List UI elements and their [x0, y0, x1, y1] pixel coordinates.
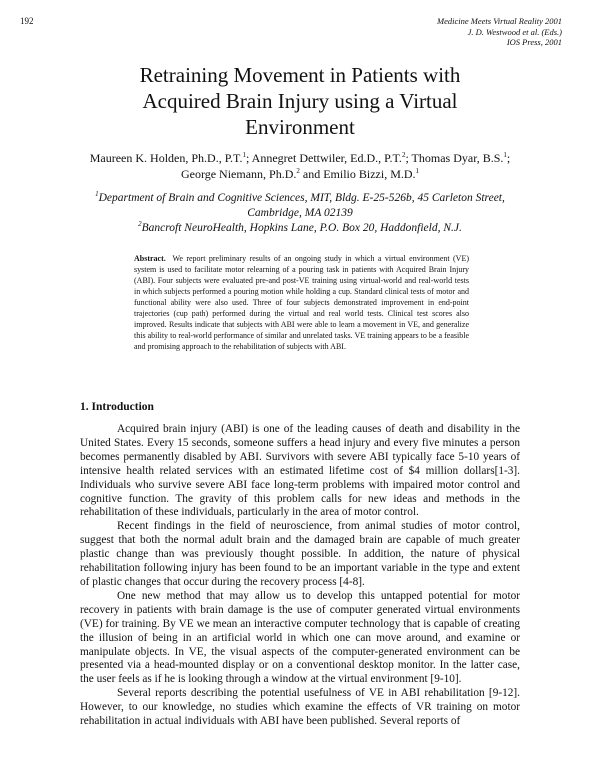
running-header-line: IOS Press, 2001 [506, 37, 562, 47]
author-name: ; Thomas Dyar, B.S. [405, 151, 504, 165]
page-number: 192 [20, 16, 34, 26]
paragraph: One new method that may allow us to develop this untapped potential for motor recovery in patients with brain damage is the use of computer generated virtual environments (VE) for training. By VE we mean an interactive computer technology that is capable of creating the illusion of being in an artificial world in which one can move around, and examine or manipulate objects. In VE, the visual aspects of the computer-generated environment can be presented via a head-mounted display or on a conventional desktop monitor. In the latter case, the user feels as if he is looking through a window at the virtual environment [9-10]. [80, 589, 520, 686]
affiliation-mark: 1 [95, 190, 99, 199]
abstract-label: Abstract. [134, 254, 166, 263]
author-affiliation-mark: 2 [296, 167, 300, 175]
affiliation-mark: 2 [138, 220, 142, 229]
title-line: Acquired Brain Injury using a Virtual [142, 89, 458, 113]
author-line [60, 166, 540, 182]
author-name: George Niemann, Ph.D. [180, 167, 297, 181]
affiliations [60, 191, 540, 236]
author-separator: ; [506, 151, 511, 165]
abstract [134, 253, 469, 352]
affiliation [60, 191, 540, 206]
author-affiliation-mark: 1 [503, 151, 507, 159]
affiliation [60, 221, 540, 236]
running-header-line: Medicine Meets Virtual Reality 2001 [437, 16, 562, 26]
author-list [60, 150, 540, 182]
body-text [80, 423, 520, 729]
running-header [437, 16, 562, 48]
author-name: Maureen K. Holden, Ph.D., P.T. [89, 151, 243, 165]
affiliation-text: Cambridge, MA 02139 [247, 207, 353, 219]
author-line [60, 150, 540, 166]
paragraph: Recent findings in the field of neuroscience, from animal studies of motor control, suggest that both the normal adult brain and the damaged brain are capable of much greater plastic change than was previously thought possible. In addition, the nature of physical rehabilitation following injury has been found to be an important variable in the type and extent of plastic changes that occur during the recovery process [4-8]. [80, 520, 520, 588]
paragraph: Several reports describing the potential usefulness of VE in ABI rehabilitation [9-12]. However, to our knowledge, no studies which examine the effects of VR training on motor rehabilitation in actual individuals with ABI have been published. Several reports of [80, 687, 520, 728]
author-affiliation-mark: 1 [415, 167, 420, 175]
paper-title [0, 62, 600, 140]
section-heading: 1. Introduction [80, 401, 154, 413]
author-name: and Emilio Bizzi, M.D. [299, 167, 416, 181]
title-line: Retraining Movement in Patients with [139, 63, 461, 87]
abstract-text: We report preliminary results of an ongoing study in which a virtual environment (VE) system is used to facilitate motor relearning of a pouring task in patients with Acquired Brain Injury (ABI). Four subjects were evaluated pre-and post-VE training using virtual-world and real-world tests in which subjects performed a pouring motion while holding a cup. Standard clinical tests of motor and functional ability were also used. Three of four subjects demonstrated improvement in end-point trajectories (cup path) performed during the virtual and real world tests. Clinical test scores also improved. Results indicate that subjects with ABI were able to learn a movement in VE, and generalize this ability to real-world performance of similar and unrelated tasks. VE training appears to be a feasible and promising approach to the rehabilitation of subjects with ABI. [134, 254, 469, 351]
title-line: Environment [245, 115, 355, 139]
author-affiliation-mark: 1 [242, 151, 246, 159]
author-affiliation-mark: 2 [401, 151, 406, 159]
affiliation-text: Department of Brain and Cognitive Sciences, MIT, Bldg. E-25-526b, 45 Carleton Street, [98, 192, 505, 204]
paragraph: Acquired brain injury (ABI) is one of the leading causes of death and disability in the United States. Every 15 seconds, someone suffers a head injury and every five minutes a person becomes permanently disabled by ABI. Survivors with severe ABI typically face 5-10 years of intensive health related services with an estimated lifetime cost of $4 million dollars[1-3]. Individuals who survive severe ABI face long-term problems with impaired motor control and cognitive function. The gravity of this problem calls for new ideas and methods in the rehabilitation of these individuals, particularly in the area of motor control. [80, 423, 520, 519]
author-name: ; Annegret Dettwiler, Ed.D., P.T. [246, 151, 402, 165]
running-header-line: J. D. Westwood et al. (Eds.) [467, 26, 562, 37]
affiliation-text: Bancroft NeuroHealth, Hopkins Lane, P.O. Box 20, Haddonfield, N.J. [141, 222, 462, 234]
